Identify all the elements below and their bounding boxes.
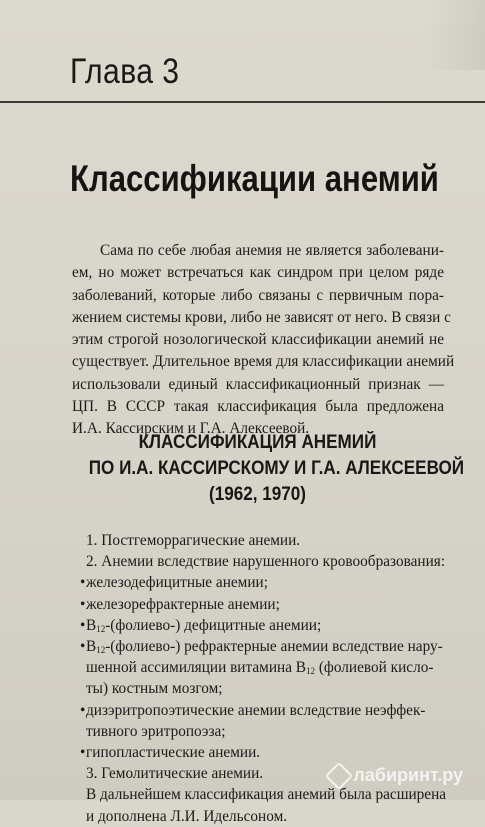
classification-heading-line: (1962, 1970)	[209, 484, 306, 505]
list-bullet	[86, 615, 462, 636]
closing-line: и дополнена Л.И. Идельсоном.	[86, 807, 288, 825]
section-title: Классификации анемий	[70, 158, 439, 199]
list-bullet: • дизэритропоэтические анемии вследствие неэффек-	[86, 700, 462, 721]
list-bullet: • железодефицитные анемии;	[86, 572, 462, 593]
list-continuation: ты) костным мозгом;	[86, 680, 223, 698]
paragraph-line: ем, но может встречаться как синдром при целом ряде	[72, 264, 444, 282]
subscript: 12	[96, 623, 106, 634]
paragraph-line: использовали единый классификационный признак —	[72, 375, 444, 393]
classification-heading-line: КЛАССИФИКАЦИЯ АНЕМИЙ	[138, 432, 377, 453]
chapter-heading: Глава 3	[70, 52, 180, 91]
list-item: 2. Анемии вследствие нарушенного кровообразования:	[86, 553, 446, 571]
labirint-logo-icon	[325, 761, 353, 789]
list-item: 3. Гемолитические анемии.	[86, 765, 264, 783]
watermark-text: лабиринт.ру	[353, 765, 463, 785]
classification-heading-line: ПО И.А. КАССИРСКОМУ И Г.А. АЛЕКСЕЕВОЙ	[88, 458, 465, 479]
text: -(фолиево-) дефицитные анемии;	[105, 616, 322, 634]
paragraph-line: этим строгой нозологической классификации анемий не	[72, 331, 444, 349]
page-corner-shadow	[425, 0, 485, 70]
text: (фолиевой кисло-	[315, 659, 434, 677]
list-continuation: тивного эритропоэза;	[86, 722, 226, 740]
paragraph-line: Сама по себе любая анемия не является заболевани-	[100, 242, 444, 259]
intro-paragraph	[72, 240, 455, 441]
subscript: 12	[96, 645, 106, 656]
text: -(фолиево-) рефрактерные анемии вследствие нару-	[105, 638, 443, 656]
paragraph-line: жением системы крови, либо не зависят от него. В связи с	[72, 308, 451, 326]
list-item: 1. Постгеморрагические анемии.	[86, 532, 301, 549]
watermark	[329, 765, 463, 786]
list-bullet: • железорефрактерные анемии;	[86, 594, 462, 615]
paragraph-line: заболеваний, которые либо связаны с первичным пора-	[72, 286, 444, 304]
paragraph-line: И.А. Кассирским и Г.А. Алексеевой.	[72, 420, 310, 438]
closing-line: В дальнейшем классификация анемий была расширена	[86, 786, 447, 804]
list-bullet: • гипопластические анемии.	[86, 742, 462, 763]
subscript: 12	[306, 666, 316, 677]
text: В	[86, 616, 97, 634]
text: шенной ассимиляции витамина В	[86, 659, 307, 677]
chapter-rule	[0, 101, 485, 103]
paragraph-line: существует. Длительное время для классификации анемий	[72, 353, 455, 371]
list-bullet	[86, 636, 462, 657]
paragraph-line: ЦП. В СССР такая классификация была предложена	[72, 398, 444, 416]
classification-heading	[88, 430, 465, 508]
text: В	[86, 638, 97, 656]
list-continuation	[86, 657, 462, 678]
